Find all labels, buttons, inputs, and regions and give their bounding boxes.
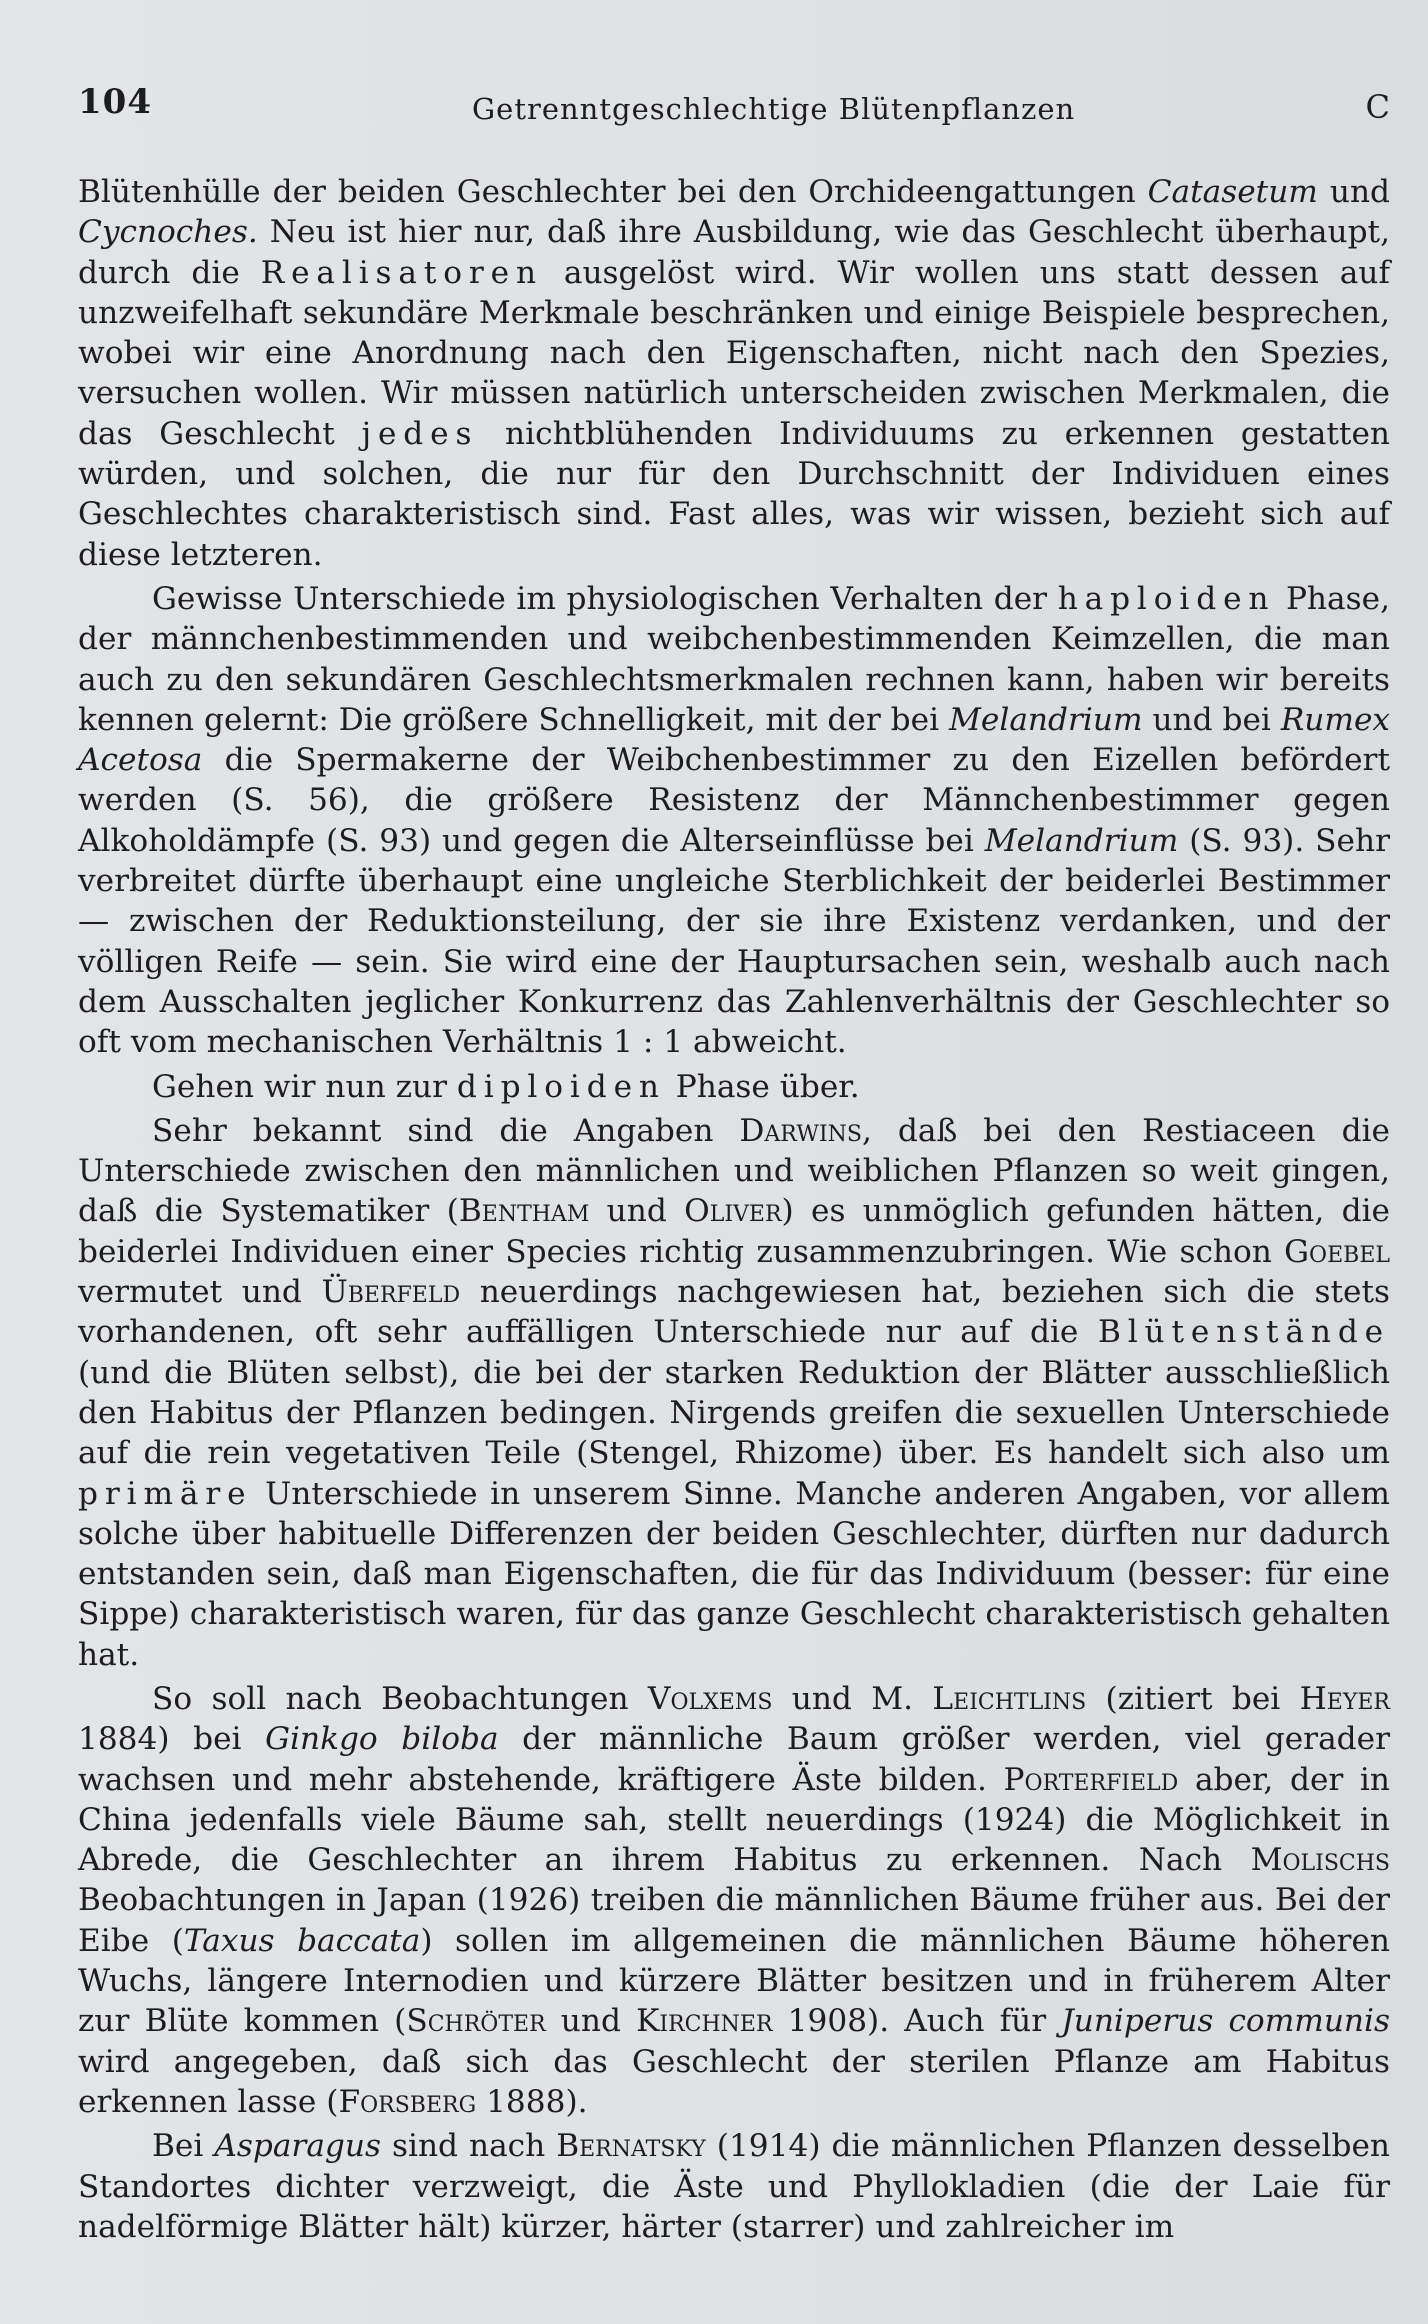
text-run: ) es unmöglich gefunden hätten, die beiderlei Individuen einer Species richtig zusammenzubringen. Wie schon	[78, 1193, 1390, 1270]
italic-text: Catasetum	[1147, 174, 1318, 210]
text-run: , daß bei den Restiaceen die Unterschiede zwischen den männlichen und weiblichen Pflanzen so weit gingen, daß die Systematiker (	[78, 1112, 1390, 1230]
smallcaps-name: Leichtlins	[932, 1680, 1087, 1717]
text-run: neuerdings nachgewiesen hat, beziehen sich die stets vorhandenen, oft sehr auffälligen Unterschiede nur auf die	[78, 1274, 1390, 1351]
section-letter: C	[1365, 88, 1390, 126]
paragraph	[78, 579, 1390, 1063]
text-run: (1914) die männlichen Pflanzen desselben Standortes dichter verzweigt, die Äste und Phyllokladien (die der Laie für nadelförmige Blätter hält) kürzer, härter (starrer) und zahlreicher im	[78, 2128, 1390, 2245]
text-run: wird angegeben, daß sich das Geschlecht der sterilen Pflanze am Habitus erkennen lasse (	[78, 2043, 1390, 2120]
smallcaps-name: Porterfield	[1003, 1761, 1179, 1798]
smallcaps-name: Oliver	[684, 1193, 782, 1230]
text-run: aber, der in China jedenfalls viele Bäume sah, stellt neuerdings (1924) die Möglichkeit in Abrede, die Geschlechter an ihrem Habitus zu erkennen. Nach	[78, 1761, 1390, 1879]
text-run: Phase, der männchenbestimmenden und weibchenbestimmenden Keimzellen, die man auch zu den sekundären Geschlechtsmerkmalen rechnen kann, haben wir bereits kennen gelernt: Die größere Schnelligkeit, mit der bei	[78, 580, 1390, 738]
smallcaps-name: Schröter	[406, 2003, 546, 2040]
smallcaps-name: Kirchner	[636, 2003, 773, 2040]
text-run: vermutet und	[78, 1274, 322, 1311]
text-run: und bei	[1142, 701, 1281, 738]
text-run: 1884) bei	[78, 1721, 266, 1758]
smallcaps-name: Heyer	[1299, 1680, 1390, 1717]
paragraph	[78, 172, 1390, 575]
text-run: und	[1317, 174, 1390, 210]
italic-text: Melandrium	[984, 822, 1179, 859]
text-run: (und die Blüten selbst), die bei der starken Reduktion der Blätter ausschließlich den Habitus der Pflanzen bedingen. Nirgends greifen die sexuellen Unterschiede auf die rein vegetativen Teile (Stengel, Rhizome) über. Es handelt sich also um	[78, 1354, 1390, 1472]
text-run: Unterschiede in unserem Sinne. Manche anderen Angaben, vor allem solche über habituelle Differenzen der beiden Geschlechter, dürften nur dadurch entstanden sein, daß man Eigenschaften, die für das Individuum (besser: für eine Sippe) charakteristisch waren, für das ganze Geschlecht charakteristisch gehalten hat.	[78, 1475, 1390, 1673]
text-run: und	[589, 1193, 685, 1230]
text-run: Gewisse Unterschiede im physiologischen Verhalten der	[152, 580, 1058, 617]
smallcaps-name: Forsberg	[338, 2083, 477, 2120]
text-run: (zitiert bei	[1086, 1680, 1300, 1717]
spaced-text: Blütenstände	[1097, 1314, 1390, 1351]
paragraph	[78, 1679, 1390, 2122]
text-run: 1908). Auch für	[772, 2003, 1062, 2040]
text-run: Blütenhülle der beiden Geschlechter bei den Orchideengattungen	[78, 174, 1148, 210]
spaced-text: primäre	[78, 1475, 253, 1512]
text-run: und	[545, 2003, 637, 2040]
text-run: sind nach	[381, 2128, 557, 2165]
smallcaps-name: Molischs	[1250, 1842, 1390, 1879]
spaced-text: diploiden	[456, 1068, 666, 1105]
page-body	[78, 172, 1390, 2247]
spaced-text: haploiden	[1057, 580, 1276, 617]
text-run: Phase über.	[665, 1068, 860, 1105]
text-run: ) sollen im allgemeinen die männlichen Bäume höheren Wuchs, längere Internodien und kürzere Blätter besitzen und in früherem Alter zur Blüte kommen (	[78, 1922, 1391, 2040]
italic-text: Rumex Acetosa	[78, 701, 1390, 779]
text-run: Sehr bekannt sind die Angaben	[152, 1112, 740, 1149]
text-run: die Spermakerne der Weibchenbestimmer zu den Eizellen befördert werden (S. 56), die größere Resistenz der Männchenbestimmer gegen Alkoholdämpfe (S. 93) und gegen die Alterseinflüsse bei	[78, 742, 1390, 859]
text-run: (S. 93). Sehr verbreitet dürfte überhaupt eine ungleiche Sterblichkeit der beiderlei Bestimmer — zwischen der Reduktionsteilung, der sie ihre Existenz verdanken, und der völligen Reife — sein. Sie wird eine der Hauptursachen sein, weshalb auch nach dem Ausschalten jeglicher Konkurrenz das Zahlenverhältnis der Geschlechter so oft vom mechanischen Verhältnis 1 : 1 abweicht.	[78, 822, 1390, 1061]
italic-text: Asparagus	[214, 2128, 381, 2165]
text-run: Beobachtungen in Japan (1926) treiben die männlichen Bäume früher aus. Bei der Eibe (	[78, 1882, 1390, 1959]
paragraph	[78, 2126, 1390, 2247]
text-run: Neu ist hier nur, daß ihre Ausbildung, wie das Geschlecht überhaupt, durch die	[78, 214, 1390, 291]
smallcaps-name: Volxems	[647, 1680, 773, 1717]
text-run: und M.	[772, 1680, 933, 1717]
page-number: 104	[78, 82, 152, 122]
text-run: ausgelöst wird. Wir wollen uns statt dessen auf unzweifelhaft sekundäre Merkmale beschränken und einige Beispiele besprechen, wobei wir eine Anordnung nach den Eigenschaften, nicht nach den Spezies, versuchen wollen. Wir müssen natürlich unterscheiden zwischen Merkmalen, die das Geschlecht	[78, 254, 1390, 452]
text-run: 1888).	[476, 2083, 588, 2120]
text-run: nichtblühenden Individuums zu erkennen gestatten würden, und solchen, die nur für den Durchschnitt der Individuen eines Geschlechtes charakteristisch sind. Fast alles, was wir wissen, bezieht sich auf diese letzteren.	[78, 415, 1390, 573]
smallcaps-name: Bernatsky	[556, 2128, 706, 2165]
smallcaps-name: Überfeld	[321, 1274, 461, 1311]
italic-text: Melandrium	[948, 701, 1143, 738]
text-run: Gehen wir nun zur	[152, 1068, 457, 1105]
paragraph	[78, 1111, 1390, 1675]
italic-text: Ginkgo biloba	[265, 1721, 499, 1758]
spaced-text: jedes	[361, 415, 479, 452]
smallcaps-name: Darwins	[739, 1112, 863, 1149]
text-run: So soll nach Beobachtungen	[152, 1680, 648, 1717]
italic-text: Taxus baccata	[183, 1922, 421, 1959]
paragraph	[78, 1067, 1390, 1107]
italic-text: Juniperus communis	[1061, 2003, 1391, 2040]
italic-text: Cycnoches.	[78, 214, 258, 251]
text-run: Bei	[152, 2128, 215, 2165]
smallcaps-name: Goebel	[1284, 1233, 1390, 1270]
text-run: der männliche Baum größer werden, viel gerader wachsen und mehr abstehende, kräftigere Äste bilden.	[78, 1721, 1390, 1798]
page-header	[78, 82, 1390, 132]
spaced-text: Realisatoren	[260, 254, 543, 291]
running-title: Getrenntgeschlechtige Blütenpflanzen	[472, 92, 1076, 126]
smallcaps-name: Bentham	[458, 1193, 590, 1230]
